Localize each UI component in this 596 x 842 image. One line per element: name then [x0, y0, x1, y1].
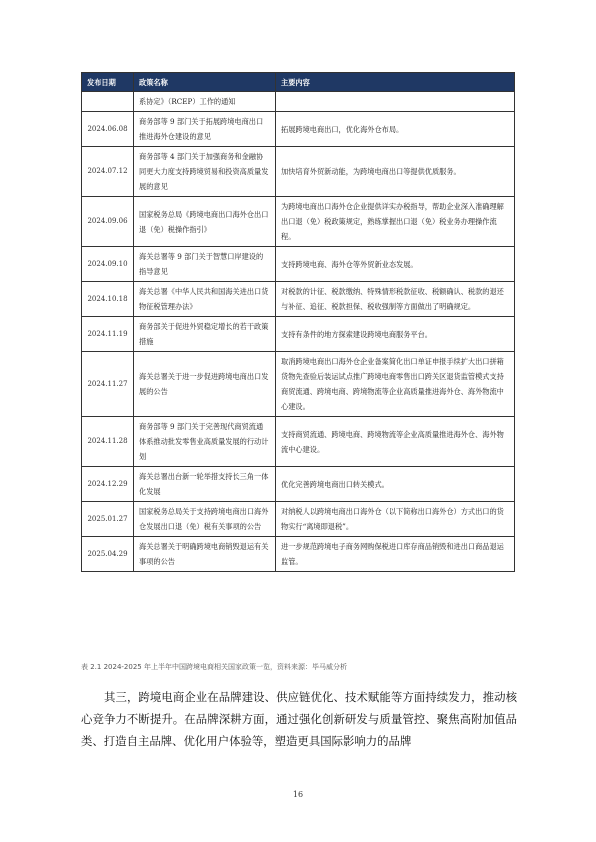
row-policy-name: 系协定》（RCEP）工作的通知	[134, 92, 276, 112]
row-content: 支持商贸流通、跨境电商、跨境物流等企业高质量推进海外仓、海外物流中心建设。	[276, 417, 515, 467]
row-content: 支持有条件的地方探索建设跨境电商服务平台。	[276, 317, 515, 352]
row-date: 2024.12.29	[82, 467, 134, 502]
row-content: 进一步规范跨境电子商务网购保税进口库存商品销毁和进出口商品退运监管。	[276, 537, 515, 572]
table-row	[82, 317, 515, 352]
row-policy-name: 海关总署关于进一步促进跨境电商出口发展的公告	[134, 352, 276, 417]
table-row	[82, 417, 515, 467]
table-row	[82, 282, 515, 317]
row-content: 加快培育外贸新动能，为跨境电商出口等提供优质服务。	[276, 147, 515, 197]
row-policy-name: 商务部等 9 部门关于完善现代商贸流通体系推动批发零售业高质量发展的行动计划	[134, 417, 276, 467]
table-row	[82, 92, 515, 112]
table-row	[82, 197, 515, 247]
table-row	[82, 467, 515, 502]
row-date: 2024.11.27	[82, 352, 134, 417]
row-policy-name: 商务部等 9 部门关于拓展跨境电商出口推进海外仓建设的意见	[134, 112, 276, 147]
row-date: 2024.06.08	[82, 112, 134, 147]
table-caption: 表 2.1 2024-2025 年上半年中国跨境电商相关国家政策一览，资料来源：毕马威分析	[81, 663, 347, 671]
row-policy-name: 国家税务总局关于支持跨境电商出口海外仓发展出口退（免）税有关事项的公告	[134, 502, 276, 537]
row-policy-name: 国家税务总局《跨境电商出口海外仓出口退（免）税操作指引》	[134, 197, 276, 247]
row-date	[82, 92, 134, 112]
row-policy-name: 海关总署等 9 部门关于智慧口岸建设的指导意见	[134, 247, 276, 282]
policy-table	[81, 72, 515, 572]
row-date: 2024.11.28	[82, 417, 134, 467]
row-content: 优化完善跨境电商出口转关模式。	[276, 467, 515, 502]
row-date: 2024.11.19	[82, 317, 134, 352]
page-number: 16	[292, 790, 304, 799]
row-content: 支持跨境电商、海外仓等外贸新业态发展。	[276, 247, 515, 282]
table-row	[82, 502, 515, 537]
body-paragraph: 其三，跨境电商企业在品牌建设、供应链优化、技术赋能等方面持续发力，推动核心竞争力不断提升。在品牌深耕方面，通过强化创新研发与质量管控、聚焦高附加值品类、打造自主品牌、优化用户体验等，塑造更具国际影响力的品牌	[81, 690, 517, 748]
table-row	[82, 112, 515, 147]
row-content: 对税款的计征、税款缴纳、特殊情形税款征收、税额确认、税款的退还与补征、追征、税款担保、税收强制等方面做出了明确规定。	[276, 282, 515, 317]
table-row	[82, 147, 515, 197]
row-policy-name: 商务部等 4 部门关于加强商务和金融协同更大力度支持跨境贸易和投资高质量发展的意见	[134, 147, 276, 197]
row-content	[276, 92, 515, 112]
row-policy-name: 商务部关于促进外贸稳定增长的若干政策措施	[134, 317, 276, 352]
table-row	[82, 352, 515, 417]
row-content: 取消跨境电商出口海外仓企业备案简化出口单证申报手续扩大出口拼箱货物先查验后装运试点推广跨境电商零售出口跨关区退货监管模式支持商贸流通、跨境电商、跨境物流等企业高质量推进海外仓、海外物流中心建设。	[276, 352, 515, 417]
table-row	[82, 247, 515, 282]
header-policy-name: 政策名称	[134, 73, 276, 92]
row-content: 为跨境电商出口海外仓企业提供详实办税指导，帮助企业深入准确理解出口退（免）税政策规定，熟练掌握出口退（免）税业务办理操作流程。	[276, 197, 515, 247]
row-date: 2024.10.18	[82, 282, 134, 317]
row-policy-name: 海关总署《中华人民共和国海关进出口货物征税管理办法》	[134, 282, 276, 317]
row-date: 2024.09.10	[82, 247, 134, 282]
row-date: 2024.07.12	[82, 147, 134, 197]
table-row	[82, 537, 515, 572]
row-content: 拓展跨境电商出口，优化海外仓布局。	[276, 112, 515, 147]
row-policy-name: 海关总署出台新一轮举措支持长三角一体化发展	[134, 467, 276, 502]
row-policy-name: 海关总署关于明确跨境电商销毁退运有关事项的公告	[134, 537, 276, 572]
row-date: 2024.09.06	[82, 197, 134, 247]
row-date: 2025.04.29	[82, 537, 134, 572]
row-content: 对纳税人以跨境电商出口海外仓（以下简称出口海外仓）方式出口的货物实行“离境即退税”。	[276, 502, 515, 537]
row-date: 2025.01.27	[82, 502, 134, 537]
table-header-row	[82, 73, 515, 92]
header-date: 发布日期	[82, 73, 134, 92]
header-main-content: 主要内容	[276, 73, 515, 92]
